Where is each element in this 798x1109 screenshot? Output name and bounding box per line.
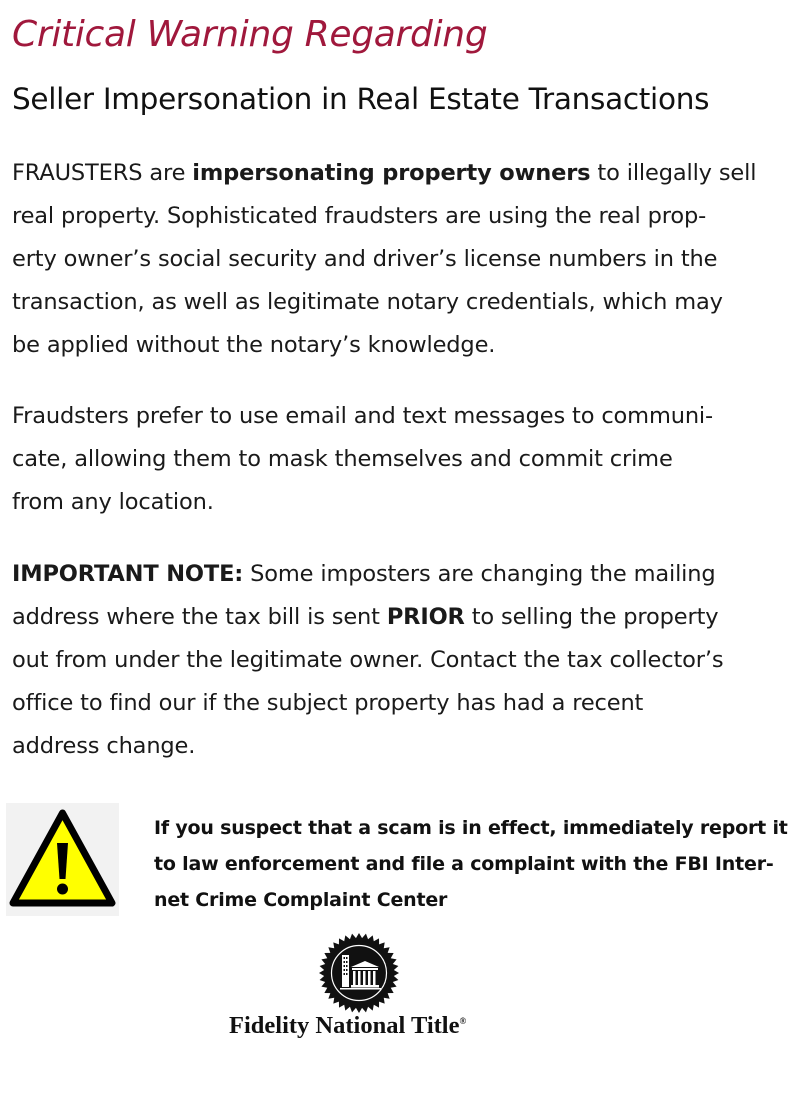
paragraph-line: be applied without the notary’s knowledge.	[12, 332, 496, 358]
paragraph-line: office to find our if the subject property has had a recent	[12, 690, 644, 716]
fidelity-seal-icon	[318, 932, 400, 1014]
paragraph-important-note	[12, 553, 782, 768]
paragraph-line: from any location.	[12, 489, 214, 515]
text-run: to illegally sell	[590, 160, 757, 186]
warning-message	[154, 810, 788, 918]
paragraph-impersonation	[12, 152, 782, 367]
paragraph-line: out from under the legitimate owner. Contact the tax collector’s	[12, 647, 724, 673]
bold-text: impersonating property owners	[192, 160, 591, 186]
paragraph-line: erty owner’s social security and driver’s license numbers in the	[12, 246, 718, 272]
paragraph-line: transaction, as well as legitimate notary credentials, which may	[12, 289, 723, 315]
warning-line: net Crime Complaint Center	[154, 889, 448, 911]
page-title: Critical Warning Regarding	[12, 14, 488, 55]
company-logo-text	[229, 1012, 529, 1040]
paragraph-line	[12, 553, 782, 596]
bold-text: IMPORTANT NOTE:	[12, 561, 244, 587]
registered-mark: ®	[459, 1016, 467, 1026]
warning-line: to law enforcement and file a complaint with the FBI Inter-	[154, 853, 774, 875]
paragraph-line: real property. Sophisticated fraudsters are using the real prop-	[12, 203, 707, 229]
text-run: Some imposters are changing the mailing	[243, 561, 716, 587]
company-name: Fidelity National Title	[229, 1012, 460, 1039]
warning-triangle-icon	[6, 803, 119, 916]
paragraph-line	[12, 152, 782, 195]
paragraph-line: Fraudsters prefer to use email and text messages to communi-	[12, 403, 714, 429]
paragraph-line: cate, allowing them to mask themselves and commit crime	[12, 446, 673, 472]
paragraph-line: address change.	[12, 733, 196, 759]
text-run: FRAUSTERS are	[12, 160, 193, 186]
text-run: to selling the property	[464, 604, 719, 630]
paragraph-communication	[12, 395, 782, 524]
text-run: address where the tax bill is sent	[12, 604, 387, 630]
paragraph-line	[12, 596, 782, 639]
warning-line: If you suspect that a scam is in effect, immediately report it	[154, 817, 788, 839]
page-subtitle: Seller Impersonation in Real Estate Transactions	[12, 82, 710, 116]
bold-text: PRIOR	[386, 604, 465, 630]
